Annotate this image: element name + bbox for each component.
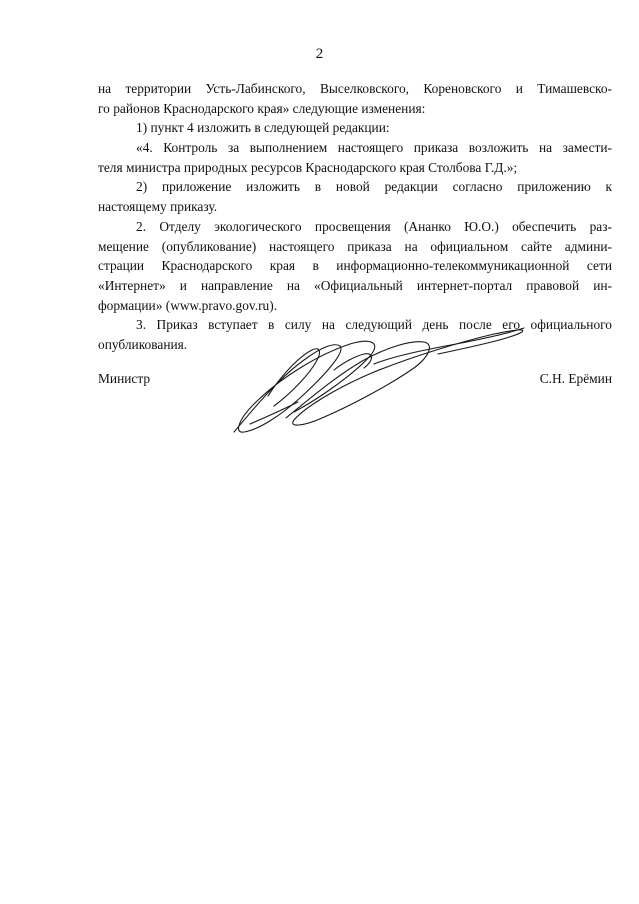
body-line: настоящему приказу. xyxy=(98,199,218,215)
body-line: 2. Отделу экологического просвещения (Ананко Ю.О.) обеспечить раз- xyxy=(136,218,612,234)
body-line: страции Краснодарского края в информационно-телекоммуникационной сети xyxy=(98,258,612,274)
page-number: 2 xyxy=(315,46,324,62)
signatory-title: Министр xyxy=(98,371,151,386)
body-line: го районов Краснодарского края» следующие изменения: xyxy=(98,100,426,116)
body-line: 2) приложение изложить в новой редакции согласно приложению к xyxy=(136,179,612,195)
body-line: опубликования. xyxy=(98,336,188,352)
signatory-name: С.Н. Ерёмин xyxy=(539,371,612,386)
body-line: теля министра природных ресурсов Краснодарского края Столбова Г.Д.»; xyxy=(98,159,518,175)
body-line: мещение (опубликование) настоящего приказа на официальном сайте админи- xyxy=(98,238,612,254)
handwritten-signature xyxy=(224,320,530,440)
body-line: формации» (www.pravo.gov.ru). xyxy=(98,297,278,313)
body-line: «4. Контроль за выполнением настоящего приказа возложить на замести- xyxy=(136,140,612,156)
body-line: 1) пункт 4 изложить в следующей редакции: xyxy=(136,120,390,136)
document-body xyxy=(98,79,612,355)
body-line: на территории Усть-Лабинского, Выселковского, Кореновского и Тимашевско- xyxy=(98,81,612,96)
body-line: «Интернет» и направление на «Официальный интернет-портал правовой ин- xyxy=(98,277,612,293)
body-line: 3. Приказ вступает в силу на следующий день после его официального xyxy=(136,317,612,333)
